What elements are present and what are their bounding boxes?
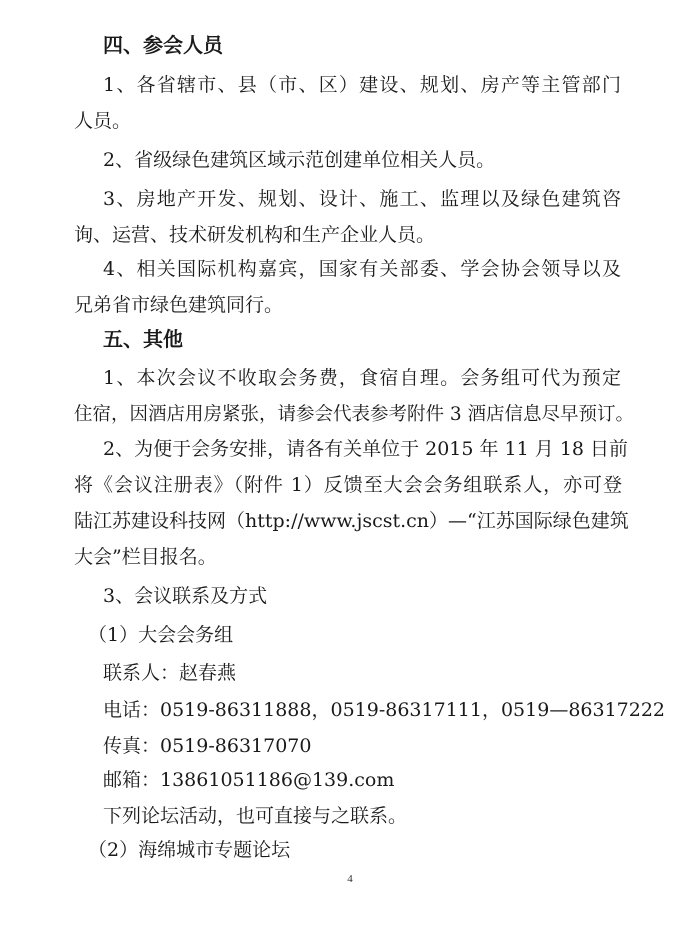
section-5-heading: 五、其他 — [103, 327, 183, 351]
section-4-item-3-line-2: 询、运营、技术研发机构和生产企业人员。 — [74, 224, 436, 246]
contact-note: 下列论坛活动，也可直接与之联系。 — [103, 805, 408, 827]
section-4-item-3-line-1: 3、房地产开发、规划、设计、施工、监理以及绿色建筑咨 — [103, 188, 621, 210]
section-5-item-2-line-2: 将《会议注册表》（附件 1）反馈至大会会务组联系人，亦可登 — [74, 474, 622, 496]
section-4-item-4-line-1: 4、相关国际机构嘉宾，国家有关部委、学会协会领导以及 — [103, 258, 621, 280]
contact-title: 3、会议联系及方式 — [103, 585, 268, 607]
section-4-heading: 四、参会人员 — [103, 33, 223, 57]
section-4-item-2-line-1: 2、省级绿色建筑区域示范创建单位相关人员。 — [103, 149, 496, 171]
page-number: 4 — [347, 873, 353, 885]
section-5-item-1-line-2: 住宿，因酒店用房紧张，请参会代表参考附件 3 酒店信息尽早预订。 — [74, 404, 635, 425]
section-4-item-1-line-1: 1、各省辖市、县（市、区）建设、规划、房产等主管部门 — [103, 74, 621, 96]
contact-fax: 传真：0519-86317070 — [103, 735, 312, 757]
section-4-item-4-line-2: 兄弟省市绿色建筑同行。 — [74, 294, 284, 316]
section-5-item-2-line-1: 2、为便于会务安排，请各有关单位于 2015 年 11 月 18 日前 — [103, 438, 629, 460]
section-5-item-2-line-3: 陆江苏建设科技网（http://www.jscst.cn）—“江苏国际绿色建筑 — [74, 510, 629, 532]
contact-person: 联系人：赵春燕 — [103, 662, 237, 684]
contact-email: 邮箱：13861051186@139.com — [103, 769, 395, 791]
forum-title: （2）海绵城市专题论坛 — [88, 839, 291, 861]
section-5-item-2-line-4: 大会”栏目报名。 — [74, 546, 217, 568]
section-5-item-1-line-1: 1、本次会议不收取会务费，食宿自理。会务组可代为预定 — [103, 367, 621, 389]
section-4-item-1-line-2: 人员。 — [74, 110, 132, 132]
contact-group: （1）大会会务组 — [88, 624, 234, 646]
contact-phone: 电话：0519-86311888，0519-86317111，0519—86317222 — [103, 699, 666, 721]
